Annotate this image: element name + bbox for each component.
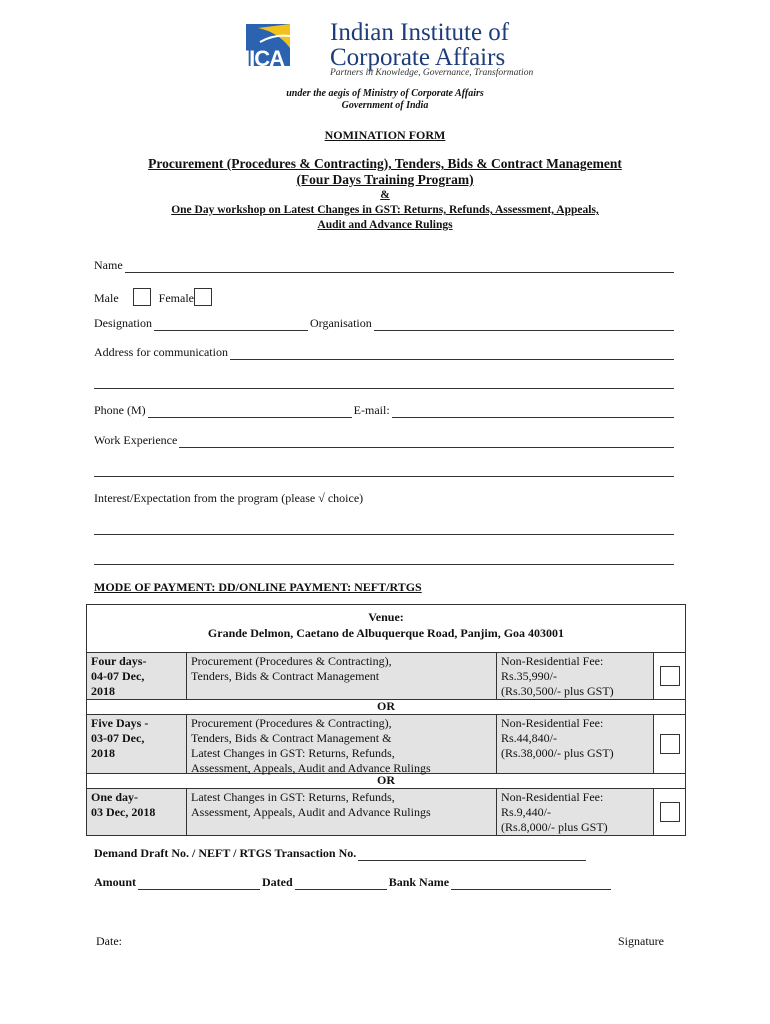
fee-base: (Rs.8,000/- plus GST) (501, 820, 608, 834)
phone-email-field (94, 403, 674, 418)
transaction-field (94, 846, 588, 861)
email-label: E-mail: (353, 403, 390, 417)
fee-total: Rs.9,440/- (501, 805, 552, 819)
option-row-one-day (87, 789, 685, 835)
amount-line[interactable] (138, 877, 260, 890)
option-duration (87, 715, 187, 773)
program-options-table (86, 604, 686, 836)
option-fee (497, 789, 654, 835)
topic-line: Assessment, Appeals, Audit and Advance Rulings (191, 805, 431, 819)
aegis-line1: under the aegis of Ministry of Corporate Affairs (286, 88, 484, 99)
option-topic (187, 789, 497, 835)
address-field[interactable] (94, 345, 674, 360)
interest-line-2[interactable] (94, 563, 674, 565)
work-experience-field[interactable] (94, 433, 674, 448)
option-select-cell (654, 789, 685, 835)
dates-text: 03 Dec, 2018 (91, 805, 156, 819)
option-fee (497, 715, 654, 773)
interest-label: Interest/Expectation from the program (please √ choice) (94, 491, 364, 505)
amount-label: Amount (94, 875, 137, 889)
option-topic (187, 715, 497, 773)
topic-line: Tenders, Bids & Contract Management (191, 669, 380, 683)
bank-label: Bank Name (388, 875, 450, 889)
option-fee (497, 653, 654, 699)
female-label: Female (158, 291, 194, 305)
male-label: Male (94, 291, 119, 305)
designation-label: Designation (94, 316, 152, 330)
form-title: NOMINATION FORM (324, 128, 446, 142)
option-topic (187, 653, 497, 699)
female-checkbox[interactable] (194, 288, 212, 306)
four-days-checkbox[interactable] (660, 666, 680, 686)
address-label: Address for communication (94, 345, 228, 359)
topic-line: Procurement (Procedures & Contracting), (191, 654, 392, 668)
work-experience-label: Work Experience (94, 433, 178, 447)
dated-line[interactable] (295, 877, 387, 890)
bank-line[interactable] (451, 877, 611, 890)
organisation-line[interactable] (374, 318, 674, 331)
workshop-line2: Audit and Advance Rulings (317, 219, 453, 231)
duration-text: One day- (91, 790, 139, 804)
duration-text: Four days- (91, 654, 147, 668)
tagline: Partners in Knowledge, Governance, Transformation (330, 68, 534, 78)
address-line[interactable] (230, 347, 674, 360)
designation-line[interactable] (154, 318, 308, 331)
five-days-checkbox[interactable] (660, 734, 680, 754)
name-line[interactable] (125, 260, 674, 273)
fee-label: Non-Residential Fee: (501, 654, 604, 668)
male-checkbox[interactable] (133, 288, 151, 306)
interest-line-1[interactable] (94, 533, 674, 535)
year-text: 2018 (91, 746, 115, 760)
interest-field (94, 491, 674, 506)
course-title (0, 156, 770, 188)
fee-total: Rs.44,840/- (501, 731, 558, 745)
dates-text: 04-07 Dec, (91, 669, 145, 683)
work-experience-line-2[interactable] (94, 475, 674, 477)
course-line2: (Four Days Training Program) (296, 172, 474, 187)
aegis-line2: Government of India (341, 100, 429, 111)
year-text: 2018 (91, 684, 115, 698)
logo-text: IICA (244, 46, 284, 71)
work-experience-line[interactable] (179, 435, 674, 448)
topic-line: Procurement (Procedures & Contracting), (191, 716, 392, 730)
option-select-cell (654, 653, 685, 699)
phone-label: Phone (M) (94, 403, 146, 417)
duration-text: Five Days - (91, 716, 149, 730)
institute-name (330, 20, 509, 70)
organisation-label: Organisation (310, 316, 372, 330)
one-day-checkbox[interactable] (660, 802, 680, 822)
name-label: Name (94, 258, 123, 272)
fee-base: (Rs.38,000/- plus GST) (501, 746, 614, 760)
workshop-amp: & (380, 189, 390, 201)
designation-org-field (94, 316, 674, 331)
name-field[interactable] (94, 258, 674, 273)
option-row-five-days (87, 715, 685, 773)
phone-line[interactable] (148, 405, 352, 418)
fee-total: Rs.35,990/- (501, 669, 558, 683)
dates-text: 03-07 Dec, (91, 731, 145, 745)
option-row-four-days (87, 653, 685, 699)
fee-label: Non-Residential Fee: (501, 716, 604, 730)
fee-base: (Rs.30,500/- plus GST) (501, 684, 614, 698)
iica-logo (238, 22, 324, 74)
course-line1: Procurement (Procedures & Contracting), Tenders, Bids & Contract Management (148, 156, 622, 171)
option-duration (87, 653, 187, 699)
or-divider: OR (87, 699, 685, 715)
institute-line1: Indian Institute of (330, 19, 510, 46)
payment-mode-heading: MODE OF PAYMENT: DD/ONLINE PAYMENT: NEFT/RTGS (94, 580, 422, 594)
venue-label: Venue: (368, 610, 404, 624)
date-label: Date: (96, 934, 122, 948)
gender-field (94, 288, 674, 306)
address-line-2[interactable] (94, 387, 674, 389)
transaction-label: Demand Draft No. / NEFT / RTGS Transaction No. (94, 846, 357, 860)
fee-label: Non-Residential Fee: (501, 790, 604, 804)
email-line[interactable] (392, 405, 674, 418)
topic-line: Latest Changes in GST: Returns, Refunds, (191, 746, 395, 760)
option-select-cell (654, 715, 685, 773)
amount-field (94, 875, 613, 890)
topic-line: Assessment, Appeals, Audit and Advance Rulings (191, 761, 431, 775)
venue-address: Grande Delmon, Caetano de Albuquerque Road, Panjim, Goa 403001 (207, 626, 565, 640)
transaction-line[interactable] (358, 848, 586, 861)
workshop-line1: One Day workshop on Latest Changes in GST: Returns, Refunds, Assessment, Appeals, (171, 204, 599, 216)
workshop-title (0, 188, 770, 233)
option-duration (87, 789, 187, 835)
institute-line2: Corporate Affairs (330, 44, 506, 71)
or-divider: OR (87, 773, 685, 789)
topic-line: Latest Changes in GST: Returns, Refunds, (191, 790, 395, 804)
dated-label: Dated (262, 875, 293, 889)
signature-label: Signature (618, 934, 664, 948)
topic-line: Tenders, Bids & Contract Management & (191, 731, 392, 745)
venue-cell (87, 605, 685, 653)
